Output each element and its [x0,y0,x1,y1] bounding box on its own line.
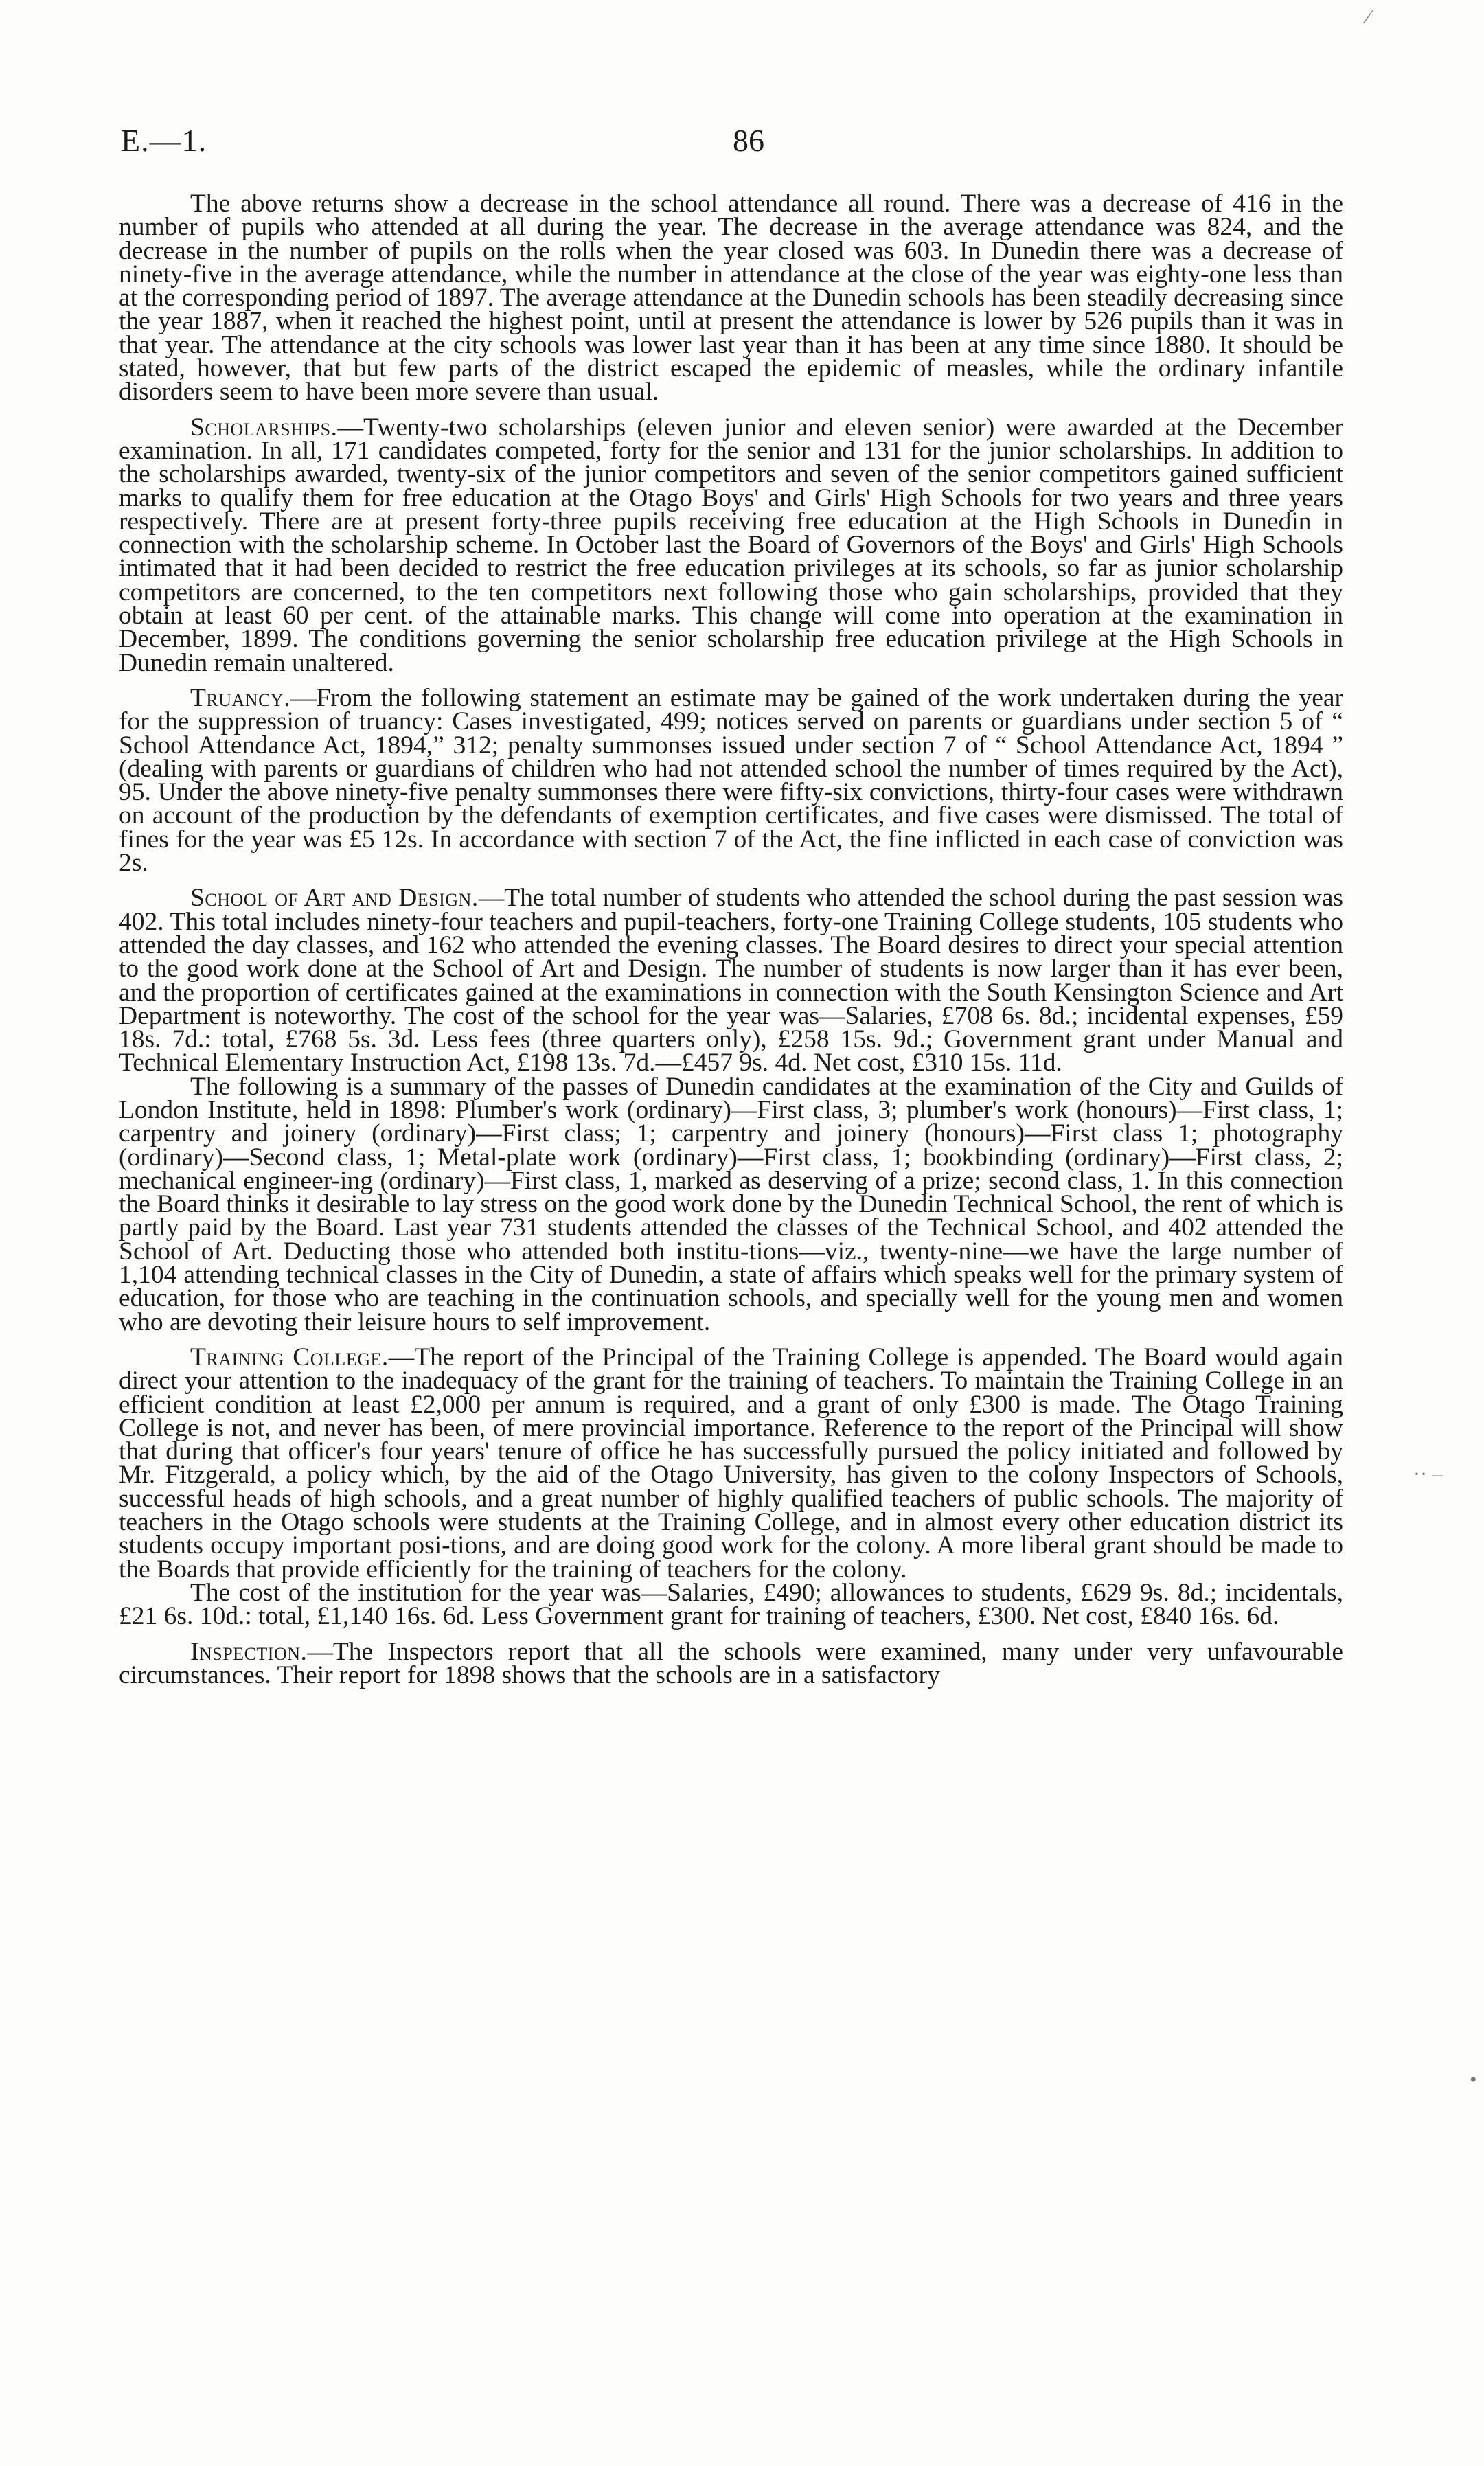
paragraph-training-college [119,1343,1343,1584]
scan-mark: ⁄ [1367,5,1371,28]
series-code: E.—1. [121,123,207,158]
paragraph-text: —Twenty-two scholarships (eleven junior and eleven senior) were awarded at the December examination. In all, 171 candidates competed, forty for the senior and 131 for the junior scholarships. In addition to the scholarships awarded, twenty-six of the junior competitors and seven of the senior competitors gained sufficient marks to qualify them for free education at the Otago Boys' and Girls' High Schools for two years and three years respectively. There are at present forty-three pupils receiving free education at the High Schools in Dunedin in connection with the scholarship scheme. In October last the Board of Governors of the Boys' and Girls' High Schools intimated that it had been decided to restrict the free education privileges at its schools, so far as junior scholarship competitors are concerned, to the ten competitors next following those who gain scholarships, provided that they obtain at least 60 per cent. of the attainable marks. This change will come into operation at the examination in December, 1899. The conditions governing the senior scholarship free education privilege at the High Schools in Dunedin remain unaltered. [119,413,1343,677]
paragraph-text: —The Inspectors report that all the schools were examined, many under very unfavourable circumstances. Their report for 1898 shows that the schools are in a satisfactory [119,1637,1343,1689]
paragraph-scholarships [119,413,1343,677]
paragraph-text: —The total number of students who attended the school during the past session was 402. This total includes ninety-four teachers and pupil-teachers, forty-one Training College students, 105 students who attended the day classes, and 162 who attended the evening classes. The Board desires to direct your special attention to the good work done at the School of Art and Design. The number of students is now larger than it has ever been, and the proportion of certificates gained at the examinations in connection with the South Kensington Science and Art Department is noteworthy. The cost of the school for the year was—Salaries, £708 6s. 8d.; incidental expenses, £59 18s. 7d.: total, £768 5s. 3d. Less fees (three quarters only), £258 15s. 9d.; Government grant under Manual and Technical Elementary Instruction Act, £198 13s. 7d.—£457 9s. 4d. Net cost, £310 15s. 11d. [119,884,1343,1077]
section-heading-truancy: Truancy. [190,683,291,712]
section-heading-school-of-art: School of Art and Design. [190,884,479,913]
paragraph-text: The above returns show a decrease in the school attendance all round. There was a decrease of 416 in the number of pupils who attended at all during the year. The decrease in the average attendance was 824, and the decrease in the number of pupils on the rolls when the year closed was 603. In Dunedin there was a decrease of ninety-five in the average attendance, while the number in attendance at the close of the year was eighty-one less than at the corresponding period of 1897. The average attendance at the Dunedin schools has been steadily decreasing since the year 1887, when it reached the highest point, until at present the attendance is lower by 526 pupils than it was in that year. The attendance at the city schools was lower last year than it has been at any time since 1880. It should be stated, however, that but few parts of the district escaped the epidemic of measles, while the ordinary infantile disorders seem to have been more severe than usual. [119,190,1343,407]
paragraph-text: —The report of the Principal of the Training College is appended. The Board would again direct your attention to the inadequacy of the grant for the training of teachers. To maintain the Training College in an efficient condition at least £2,000 per annum is required, and a grant of only £300 is made. The Otago Training College is not, and never has been, of mere provincial importance. Reference to the report of the Principal will show that during that officer's four years' tenure of office he has successfully pursued the policy initiated and followed by Mr. Fitzgerald, a policy which, by the aid of the Otago University, has given to the colony Inspectors of Schools, successful heads of high schools, and a great number of highly qualified teachers of public schools. The majority of teachers in the Otago schools were students at the Training College, and in almost every other education district its students occupy important posi-tions, and are doing good work for the colony. A more liberal grant should be made to the Boards that provide efficiently for the training of teachers for the colony. [119,1343,1343,1584]
paragraph-attendance [119,190,1343,407]
page-header [0,122,1484,170]
paragraph-city-and-guilds [119,1072,1343,1336]
paragraph-truancy [119,683,1343,878]
paragraph-school-of-art [119,884,1343,1077]
scan-mark: • [1470,2068,1477,2091]
section-heading-scholarships: Scholarships. [190,413,338,442]
paragraph-text: The cost of the institution for the year was—Salaries, £490; allowances to students, £629 9s. 8d.; incidentals, £21 6s. 10d.: total, £1,140 16s. 6d. Less Government grant for training of teachers, £300. Net cost, £840 16s. 6d. [119,1578,1343,1631]
section-heading-inspection: Inspection. [190,1637,308,1666]
section-heading-training-college: Training College. [190,1343,389,1371]
paragraph-text: The following is a summary of the passes of Dunedin candidates at the examination of the City and Guilds of London Institute, held in 1898: Plumber's work (ordinary)—First class, 3; plumber's work (honours)—First class, 1; carpentry and joinery (ordinary)—First class; 1; carpentry and joinery (honours)—First class 1; photography (ordinary)—Second class, 1; Metal-plate work (ordinary)—First class, 1; bookbinding (ordinary)—First class, 2; mechanical engineer-ing (ordinary)—First class, 1, marked as deserving of a prize; second class, 1. In this connection the Board thinks it desirable to lay stress on the good work done by the Dunedin Technical School, the rent of which is partly paid by the Board. Last year 731 students attended the classes of the Technical School, and 402 attended the School of Art. Deducting those who attended both institu-tions—viz., twenty-nine—we have the large number of 1,104 attending technical classes in the City of Dunedin, a state of affairs which speaks well for the primary system of education, for those who are teaching in the continuation schools, and specially well for the young men and women who are devoting their leisure hours to self improvement. [119,1072,1343,1336]
paragraph-inspection [119,1637,1343,1689]
paragraph-text: —From the following statement an estimate may be gained of the work undertaken during the year for the suppression of truancy: Cases investigated, 499; notices served on parents or guardians under section 5 of “ School Attendance Act, 1894,” 312; penalty summonses issued under section 7 of “ School Attendance Act, 1894 ” (dealing with parents or guardians of children who had not attended school the number of times required by the Act), 95. Under the above ninety-five penalty summonses there were fifty-six convictions, thirty-four cases were withdrawn on account of the production by the defendants of exemption certificates, and five cases were dismissed. The total of fines for the year was £5 12s. In accordance with section 7 of the Act, the fine inflicted in each case of conviction was 2s. [119,683,1343,878]
page-number: 86 [733,123,764,158]
document-body [119,192,1343,1699]
paragraph-training-college-cost [119,1578,1343,1631]
scan-mark: ·· – [1413,1463,1443,1485]
